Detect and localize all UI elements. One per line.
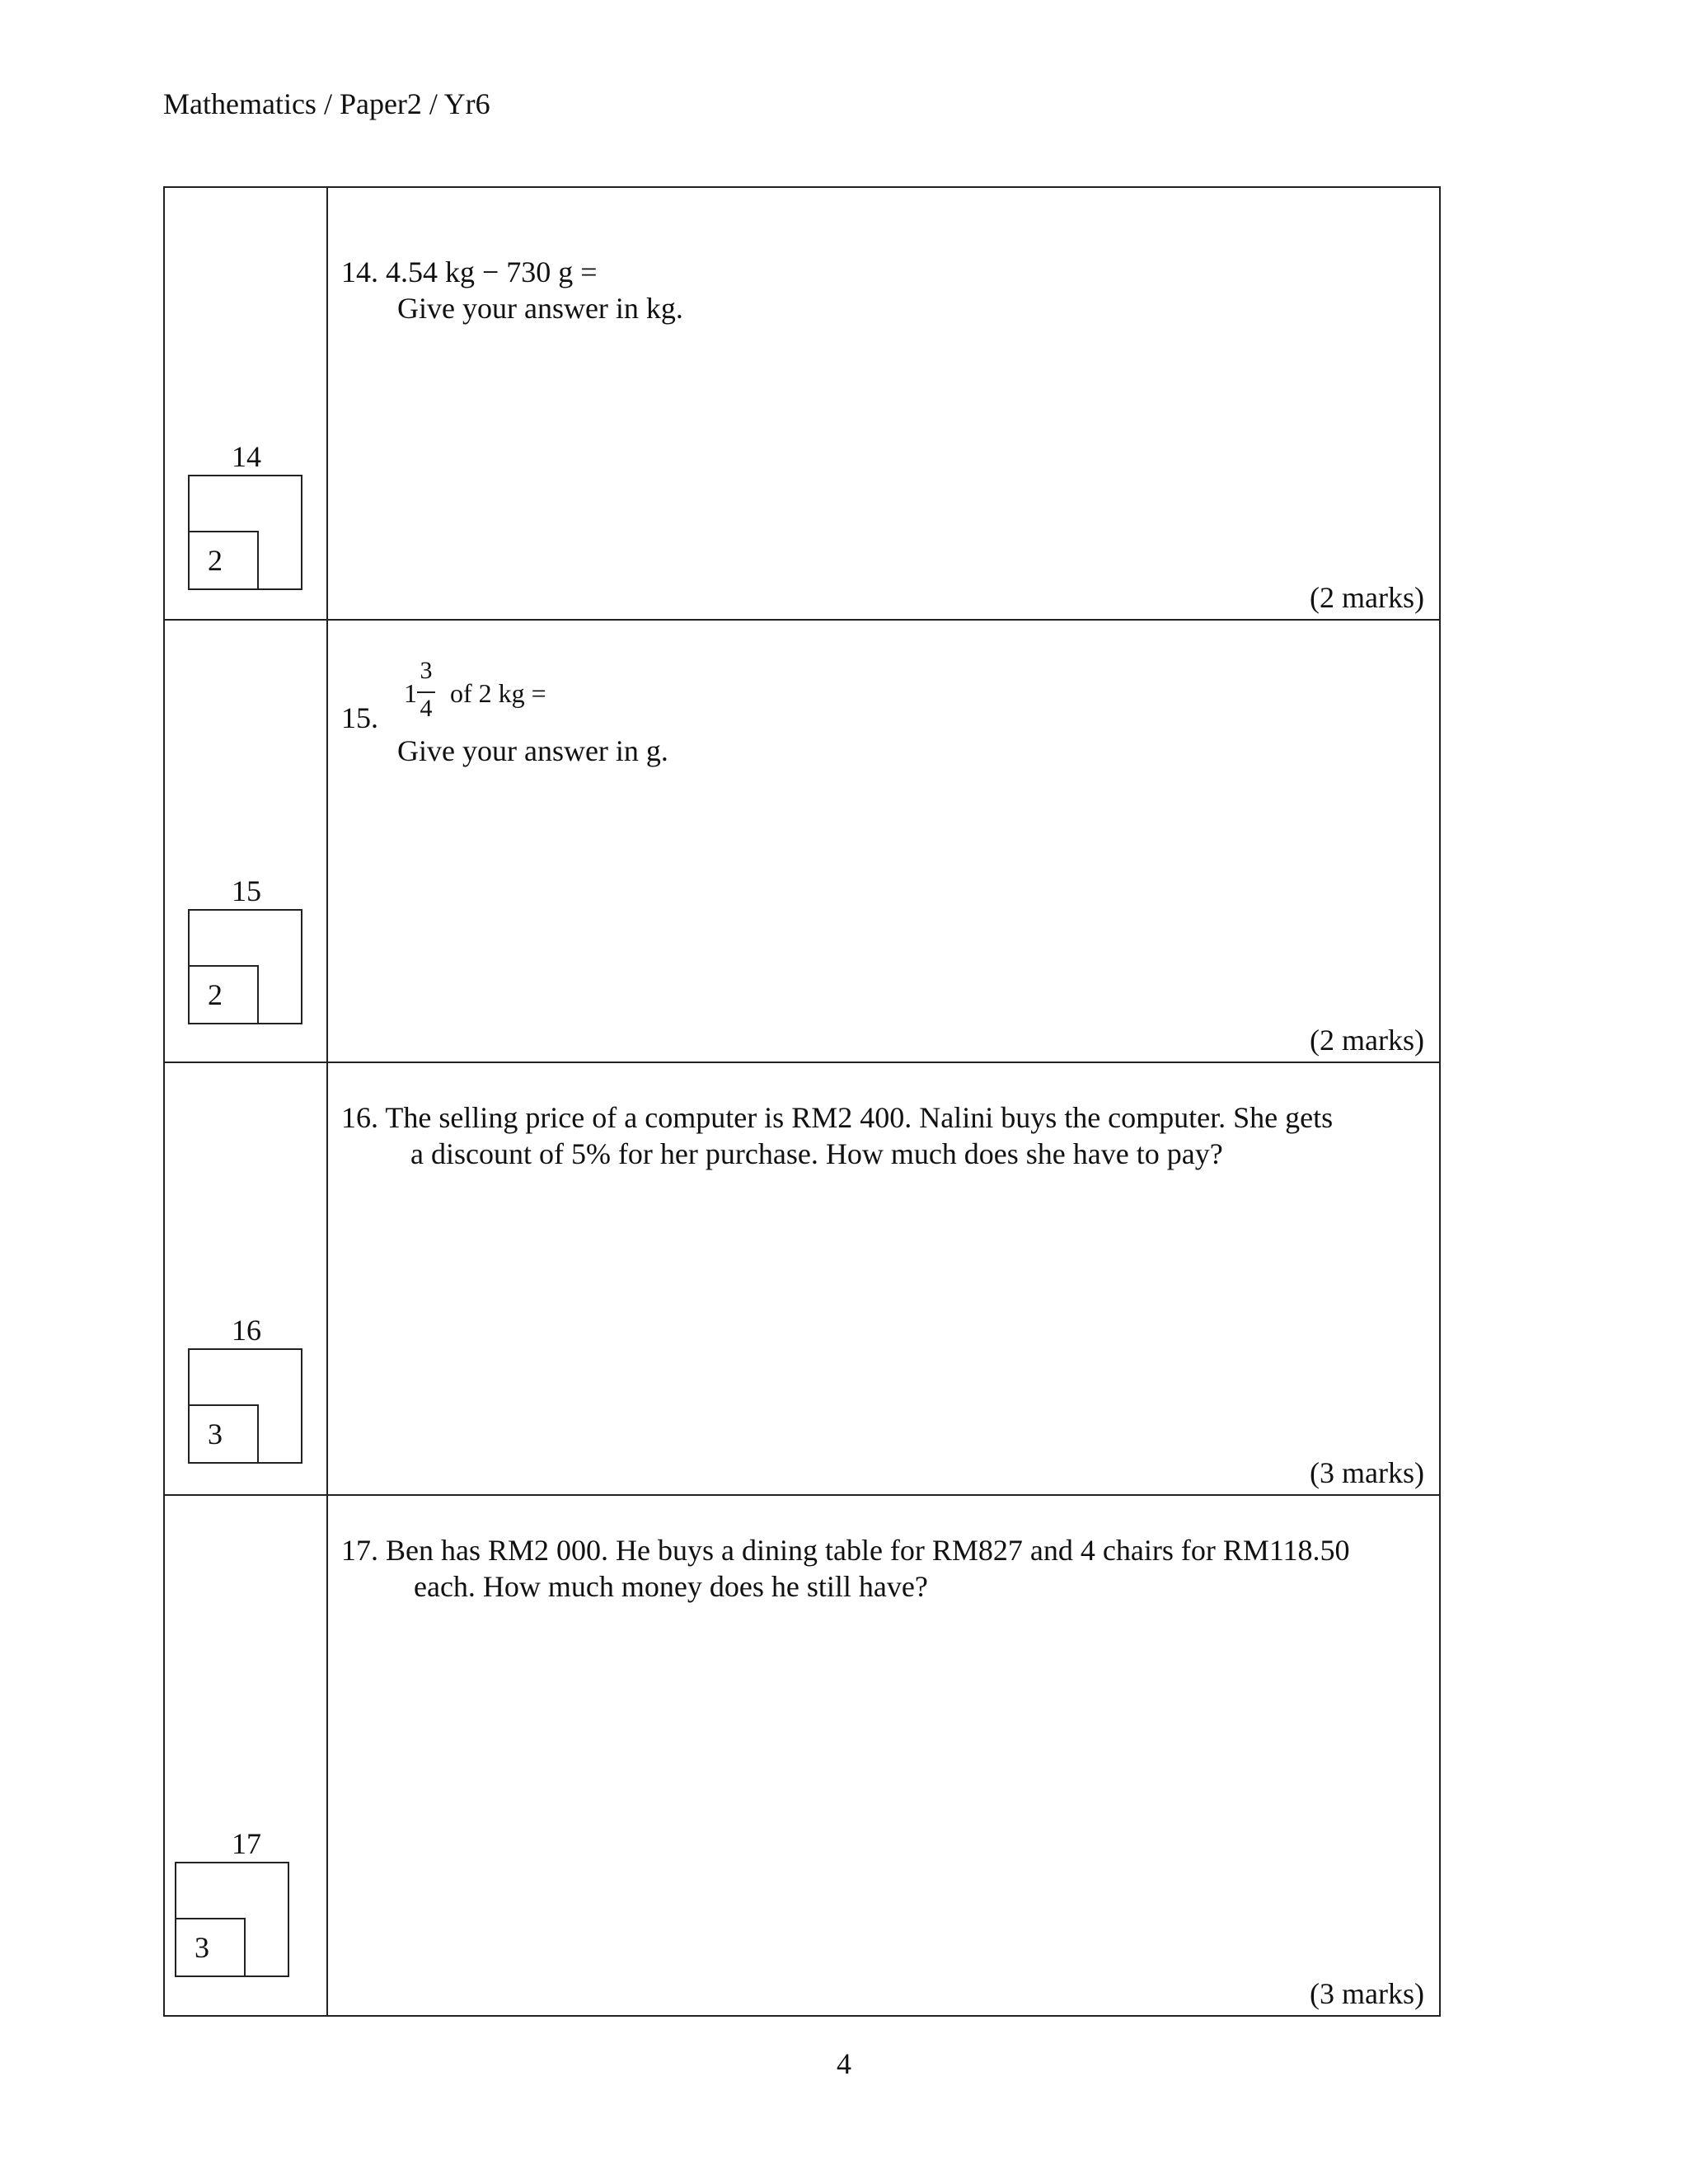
marks-column-14 [164,187,327,620]
fraction-numerator: 3 [420,657,433,684]
fraction-bar [417,691,435,693]
page-number: 4 [837,2047,851,2080]
question-text-line1: 17. Ben has RM2 000. He buys a dining table for RM827 and 4 chairs for RM118.50 [341,1534,1350,1567]
marks-label: (2 marks) [1310,581,1424,614]
score-inner-box [188,965,259,1024]
question-text-line2: a discount of 5% for her purchase. How much does she have to pay? [410,1137,1223,1170]
question-text-line1: 16. The selling price of a computer is RM2 400. Nalini buys the computer. She gets [341,1101,1334,1134]
question-text-line2: each. How much money does he still have? [414,1570,928,1603]
question-table [163,186,1441,2017]
score-inner-box [188,1404,259,1464]
question-cell-14 [327,187,1440,620]
fraction-denominator: 4 [420,695,433,722]
marks-column-15 [164,620,327,1062]
question-row-17 [164,1495,1440,2016]
question-cell-17 [327,1495,1440,2016]
marks-column-16 [164,1062,327,1495]
question-row-16 [164,1062,1440,1495]
question-row-14 [164,187,1440,620]
fraction-whole: 1 [404,678,417,708]
score-max-marks: 2 [208,978,223,1011]
question-text-line1: 14. 4.54 kg − 730 g = [341,255,598,288]
question-row-15 [164,620,1440,1062]
question-cell-16 [327,1062,1440,1495]
marks-column-17 [164,1495,327,2016]
score-box [175,1862,289,1977]
question-number-label: 14 [232,440,261,473]
marks-label: (2 marks) [1310,1024,1424,1057]
score-max-marks: 3 [195,1931,209,1964]
question-text-line2: Give your answer in g. [397,734,668,767]
score-box [188,475,302,590]
fraction-expression-rest: of 2 kg = [450,678,546,708]
score-max-marks: 3 [208,1418,223,1451]
question-number-label: 15 [232,874,261,907]
score-max-marks: 2 [208,544,223,577]
question-number-prefix: 15. [341,701,378,734]
question-number-label: 16 [232,1314,261,1347]
question-text-line2: Give your answer in kg. [397,292,683,325]
question-number-label: 17 [232,1827,261,1860]
score-inner-box [175,1918,246,1977]
marks-label: (3 marks) [1310,1456,1424,1489]
page-header: Mathematics / Paper2 / Yr6 [163,87,490,120]
score-inner-box [188,531,259,590]
question-cell-15 [327,620,1440,1062]
score-box [188,1348,302,1464]
marks-label: (3 marks) [1310,1977,1424,2010]
score-box [188,909,302,1024]
